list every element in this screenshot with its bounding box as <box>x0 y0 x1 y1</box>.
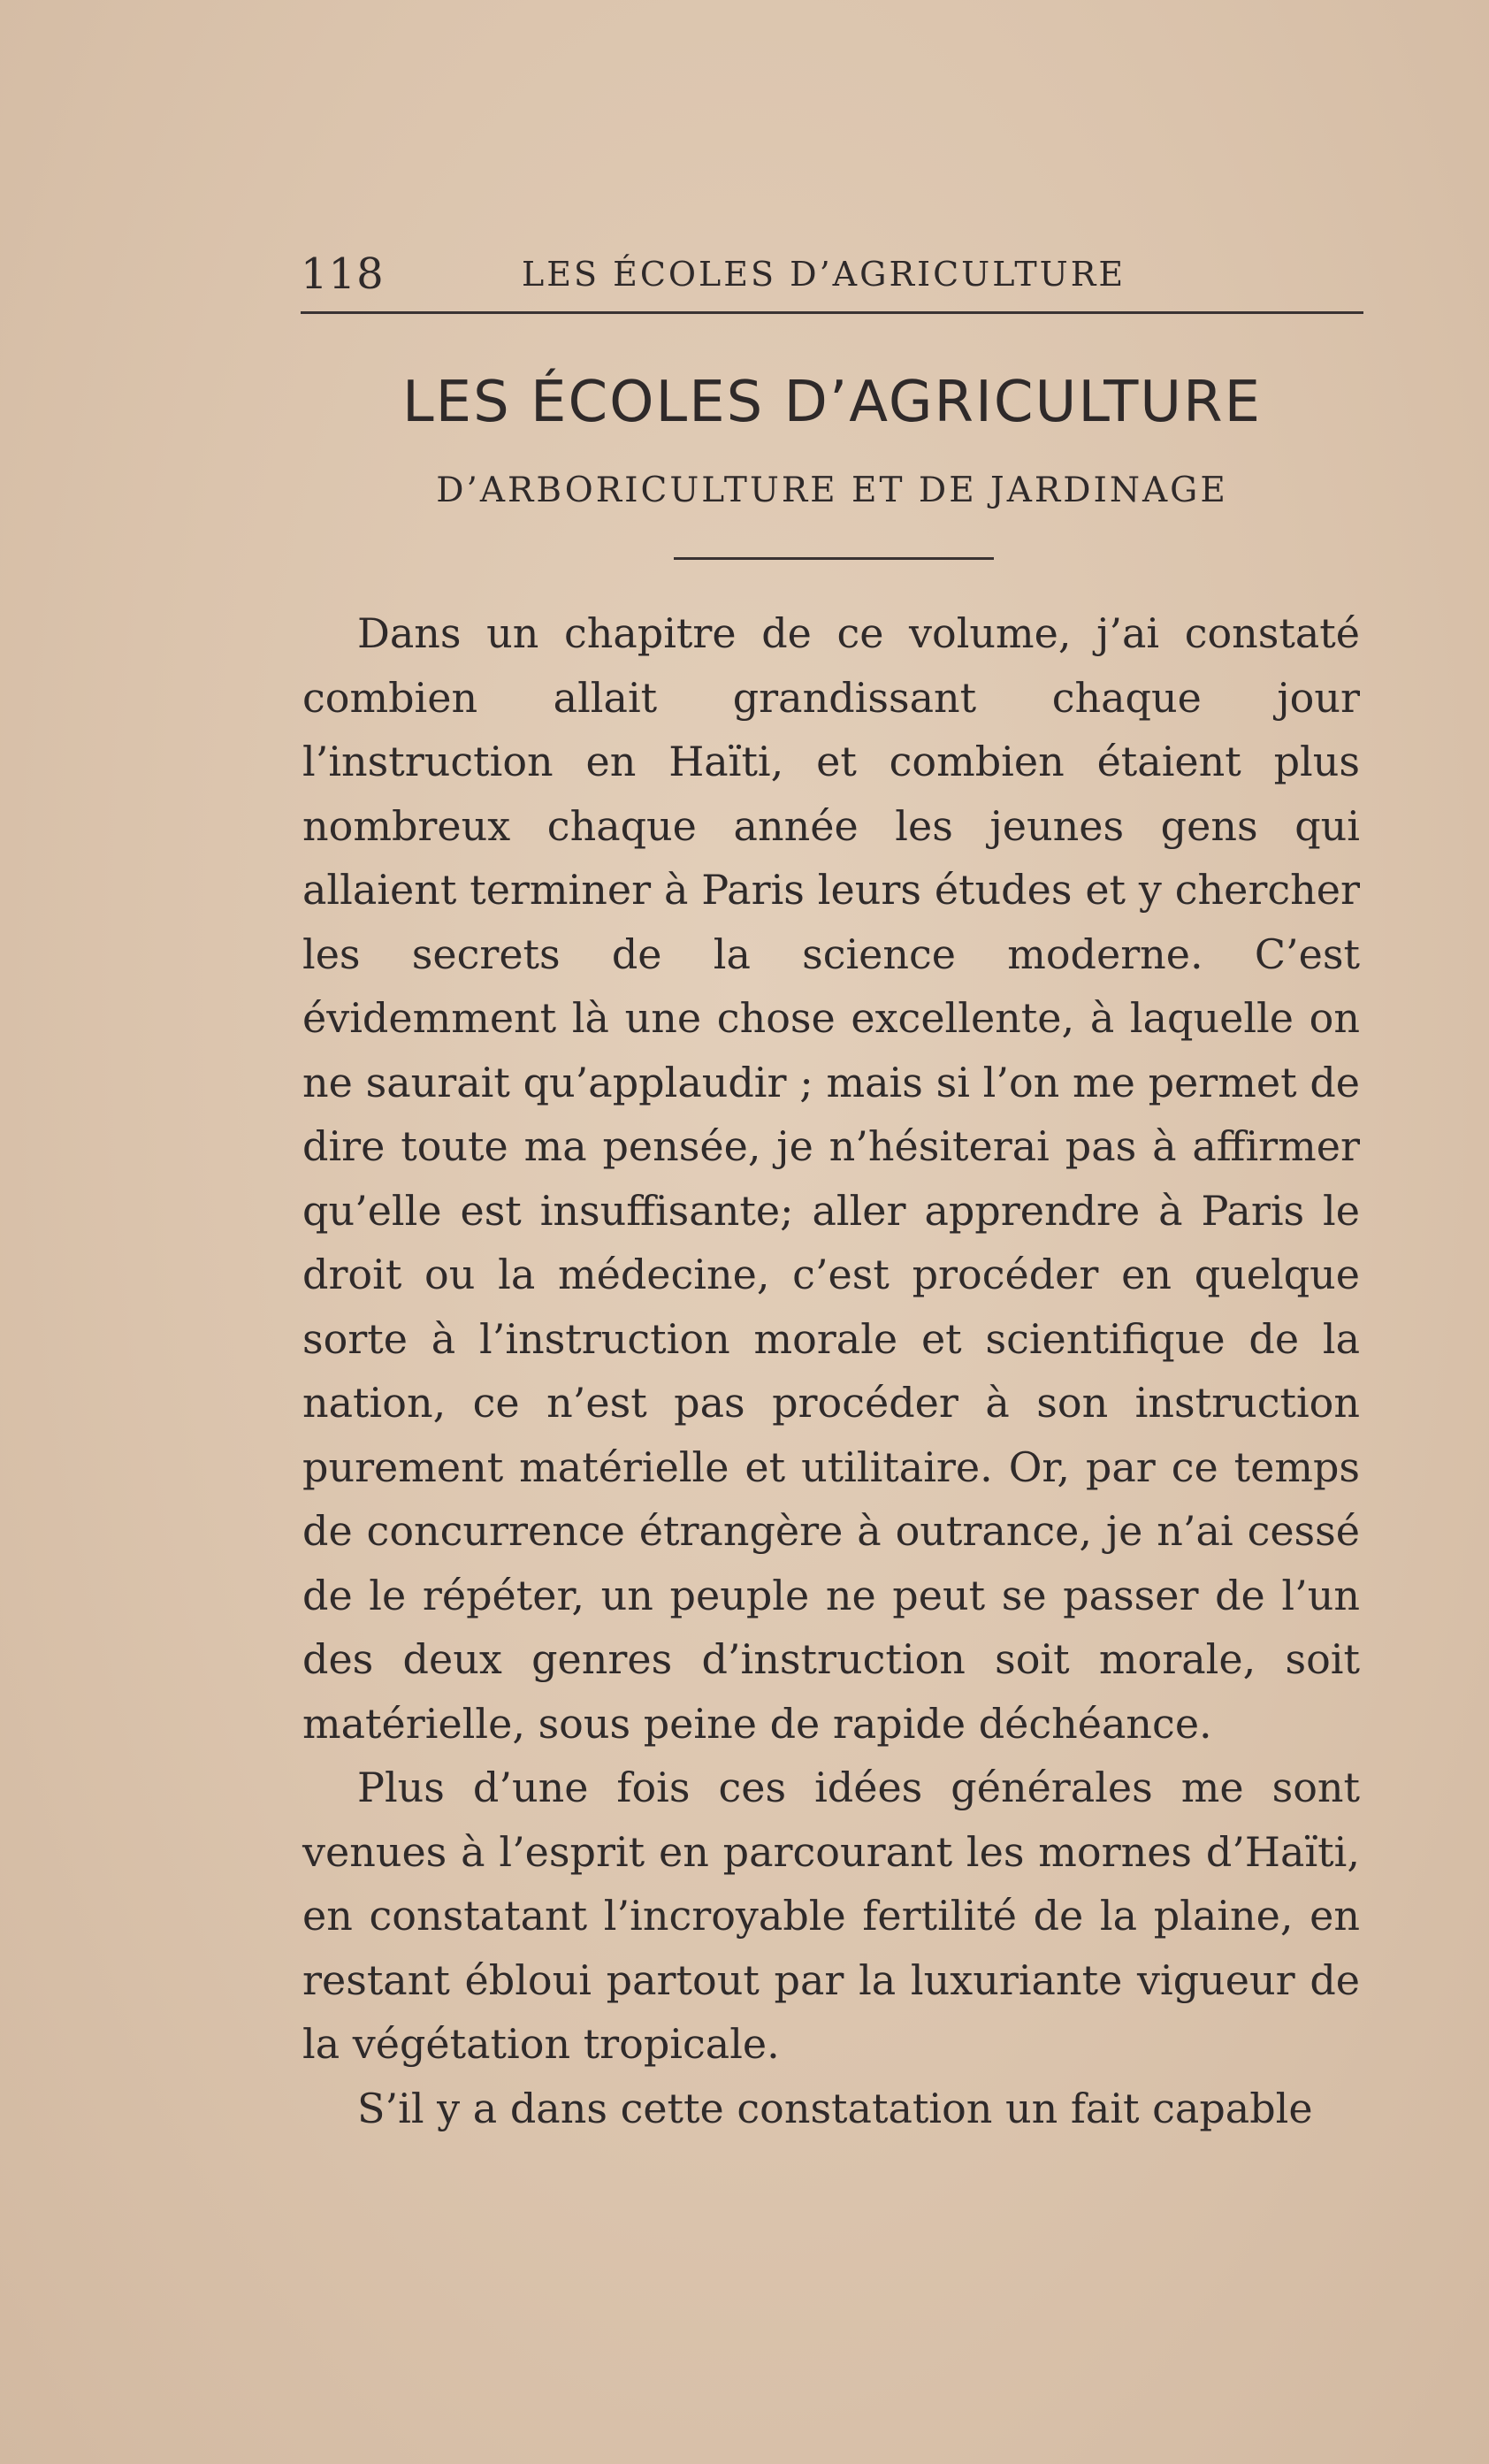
chapter-title: LES ÉCOLES D’AGRICULTURE <box>401 370 1263 435</box>
chapter-subtitle: D’ARBORICULTURE ET DE JARDINAGE <box>436 471 1228 510</box>
running-head <box>301 249 1363 302</box>
title-rule <box>674 557 994 560</box>
paragraph: S’il y a dans cette constatation un fait capable <box>357 2084 1313 2132</box>
paragraph: Plus d’une fois ces idées générales me sont venues à l’esprit en parcourant les mornes d’Haïti, en constatant l’incroyable fertilité de la plaine, en restant ébloui partout par la luxuriante vigueur de la végétation tropicale. <box>302 1764 1360 2068</box>
running-title: LES ÉCOLES D’AGRICULTURE <box>522 255 1126 294</box>
header-rule <box>301 311 1363 314</box>
body-text <box>302 601 1360 2140</box>
paragraph: Dans un chapitre de ce volume, j’ai constaté combien allait grandissant chaque jour l’instruction en Haïti, et combien étaient plus nombreux chaque année les jeunes gens qui allaient terminer à Paris leurs études et y chercher les secrets de la science moderne. C’est évidemment là une chose excellente, à laquelle on ne saurait qu’applaudir ; mais si l’on me permet de dire toute ma pensée, je n’hésiterai pas à affirmer qu’elle est insuffisante; aller apprendre à Paris le droit ou la médecine, c’est procéder en quelque sorte à l’instruction morale et scientifique de la nation, ce n’est pas procéder à son instruction purement matérielle et utilitaire. Or, par ce temps de concurrence étrangère à outrance, je n’ai cessé de le répéter, un peuple ne peut se passer de l’un des deux genres d’instruction soit morale, soit matérielle, sous peine de rapide déchéance. <box>302 609 1360 1748</box>
page-number: 118 <box>301 249 385 299</box>
